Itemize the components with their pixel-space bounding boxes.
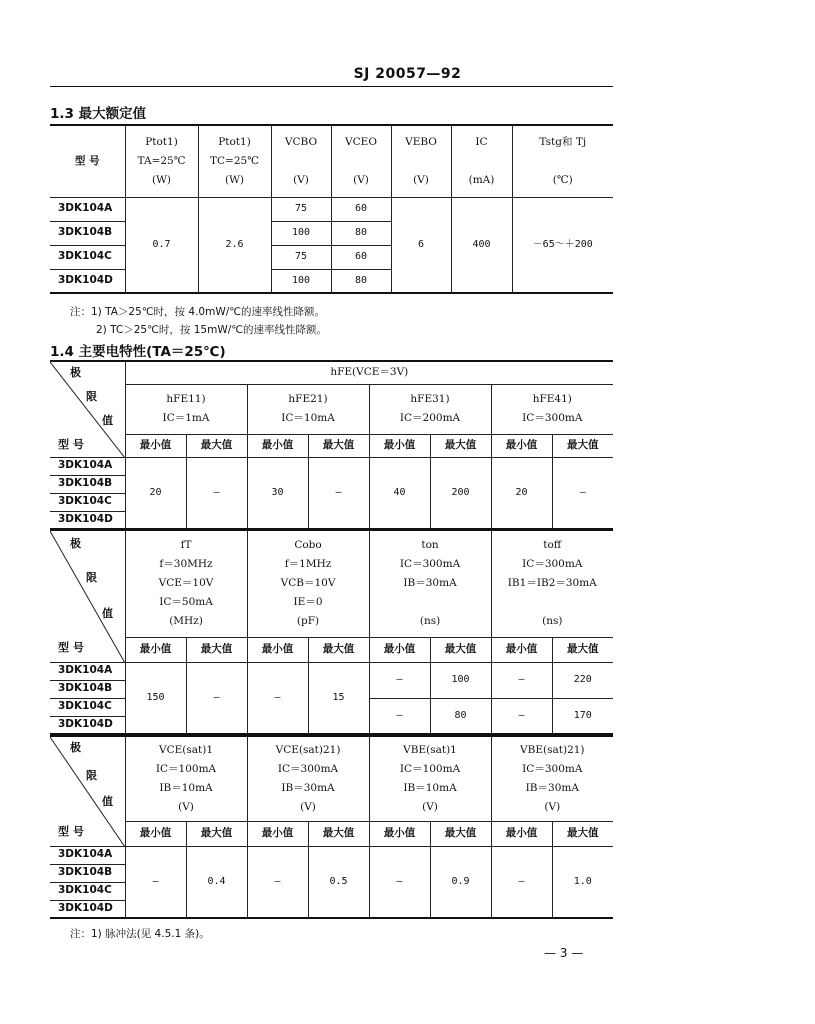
value-cell: 6 bbox=[391, 197, 451, 293]
note-1: 注：1) TA＞25℃时，按 4.0mW/℃的速率线性降额。 bbox=[70, 306, 326, 318]
value-cell: — bbox=[552, 457, 613, 529]
value-cell: 0.9 bbox=[430, 846, 491, 918]
min-header: 最小值 bbox=[125, 637, 186, 662]
saturation-table bbox=[50, 735, 613, 919]
value-cell: — bbox=[308, 457, 369, 529]
vbesat2-group: VBE(sat)21) IC＝300mA IB＝30mA (V) bbox=[491, 736, 613, 821]
model-cell: 3DK104A bbox=[50, 197, 125, 221]
value-cell: 0.7 bbox=[125, 197, 198, 293]
col-vebo: VEBO (V) bbox=[391, 125, 451, 197]
value-cell: 200 bbox=[430, 457, 491, 529]
pulse-note: 注：1) 脉冲法(见 4.5.1 条)。 bbox=[70, 928, 210, 940]
col-vceo: VCEO (V) bbox=[331, 125, 391, 197]
value-cell: — bbox=[369, 846, 430, 918]
value-cell: — bbox=[125, 846, 186, 918]
max-ratings-table bbox=[50, 124, 613, 294]
hfe-header: hFE(VCE＝3V) bbox=[125, 361, 613, 384]
model-cell: 3DK104B bbox=[50, 221, 125, 245]
max-header: 最大值 bbox=[186, 434, 247, 457]
value-cell: 80 bbox=[430, 698, 491, 734]
model-cell: 3DK104D bbox=[50, 716, 125, 734]
min-header: 最小值 bbox=[491, 637, 552, 662]
value-cell: — bbox=[186, 662, 247, 734]
min-header: 最小值 bbox=[125, 821, 186, 846]
vcesat1-group: VCE(sat)1 IC＝100mA IB＝10mA (V) bbox=[125, 736, 247, 821]
value-cell: 0.4 bbox=[186, 846, 247, 918]
value-cell: 100 bbox=[271, 221, 331, 245]
vcesat2-group: VCE(sat)21) IC＝300mA IB＝30mA (V) bbox=[247, 736, 369, 821]
min-header: 最小值 bbox=[247, 821, 308, 846]
hfe-table bbox=[50, 360, 613, 530]
model-cell: 3DK104C bbox=[50, 493, 125, 511]
model-cell: 3DK104C bbox=[50, 245, 125, 269]
value-cell: 15 bbox=[308, 662, 369, 734]
cobo-group: Cobo f＝1MHz VCB＝10V IE＝0 (pF) bbox=[247, 530, 369, 637]
model-cell: 3DK104C bbox=[50, 698, 125, 716]
header-rule bbox=[50, 86, 613, 87]
col-vcbo: VCBO (V) bbox=[271, 125, 331, 197]
model-cell: 3DK104A bbox=[50, 457, 125, 475]
model-cell: 3DK104D bbox=[50, 900, 125, 918]
model-cell: 3DK104D bbox=[50, 269, 125, 293]
max-header: 最大值 bbox=[552, 434, 613, 457]
max-header: 最大值 bbox=[186, 821, 247, 846]
diagonal-header: 极 限 值 型 号 bbox=[50, 361, 125, 457]
value-cell: 150 bbox=[125, 662, 186, 734]
toff-group: toff IC＝300mA IB1＝IB2＝30mA (ns) bbox=[491, 530, 613, 637]
value-cell: 80 bbox=[331, 221, 391, 245]
diagonal-header: 极 限 值 型 号 bbox=[50, 530, 125, 662]
min-header: 最小值 bbox=[125, 434, 186, 457]
value-cell: 75 bbox=[271, 245, 331, 269]
hfe-group: hFE11) IC＝1mA bbox=[125, 384, 247, 434]
value-cell: — bbox=[247, 846, 308, 918]
max-header: 最大值 bbox=[430, 637, 491, 662]
value-cell: 40 bbox=[369, 457, 430, 529]
value-cell: — bbox=[491, 698, 552, 734]
section-1-4-title: 1.4 主要电特性(TA＝25℃) bbox=[50, 344, 226, 360]
value-cell: — bbox=[369, 662, 430, 698]
note-2: 2) TC＞25℃时，按 15mW/℃的速率线性降额。 bbox=[96, 324, 328, 336]
max-header: 最大值 bbox=[430, 434, 491, 457]
switching-table bbox=[50, 529, 613, 735]
value-cell: 75 bbox=[271, 197, 331, 221]
max-header: 最大值 bbox=[552, 637, 613, 662]
ft-group: fT f＝30MHz VCE＝10V IC＝50mA (MHz) bbox=[125, 530, 247, 637]
max-header: 最大值 bbox=[186, 637, 247, 662]
value-cell: — bbox=[491, 846, 552, 918]
min-header: 最小值 bbox=[491, 821, 552, 846]
value-cell: 1.0 bbox=[552, 846, 613, 918]
ton-group: ton IC＝300mA IB＝30mA (ns) bbox=[369, 530, 491, 637]
value-cell: 80 bbox=[331, 269, 391, 293]
max-header: 最大值 bbox=[552, 821, 613, 846]
col-tstg: Tstg和 Tj (℃) bbox=[512, 125, 613, 197]
max-header: 最大值 bbox=[308, 821, 369, 846]
value-cell: 20 bbox=[125, 457, 186, 529]
model-cell: 3DK104B bbox=[50, 475, 125, 493]
value-cell: －65～＋200 bbox=[512, 197, 613, 293]
value-cell: 0.5 bbox=[308, 846, 369, 918]
min-header: 最小值 bbox=[369, 434, 430, 457]
value-cell: 220 bbox=[552, 662, 613, 698]
min-header: 最小值 bbox=[369, 821, 430, 846]
value-cell: — bbox=[491, 662, 552, 698]
value-cell: — bbox=[369, 698, 430, 734]
max-header: 最大值 bbox=[430, 821, 491, 846]
value-cell: 2.6 bbox=[198, 197, 271, 293]
col-model-header: 型 号 bbox=[50, 125, 125, 197]
max-header: 最大值 bbox=[308, 434, 369, 457]
col-ptot-a: Ptot1) TA=25℃ (W) bbox=[125, 125, 198, 197]
section-1-3-title: 1.3 最大额定值 bbox=[50, 106, 147, 122]
min-header: 最小值 bbox=[491, 434, 552, 457]
value-cell: 60 bbox=[331, 245, 391, 269]
model-cell: 3DK104D bbox=[50, 511, 125, 529]
value-cell: 20 bbox=[491, 457, 552, 529]
col-ic: IC (mA) bbox=[451, 125, 512, 197]
value-cell: 100 bbox=[271, 269, 331, 293]
min-header: 最小值 bbox=[247, 434, 308, 457]
min-header: 最小值 bbox=[247, 637, 308, 662]
value-cell: 30 bbox=[247, 457, 308, 529]
value-cell: 60 bbox=[331, 197, 391, 221]
model-cell: 3DK104B bbox=[50, 864, 125, 882]
standard-number: SJ 20057—92 bbox=[353, 66, 462, 82]
vbesat1-group: VBE(sat)1 IC＝100mA IB＝10mA (V) bbox=[369, 736, 491, 821]
value-cell: 170 bbox=[552, 698, 613, 734]
model-cell: 3DK104B bbox=[50, 680, 125, 698]
hfe-group: hFE31) IC＝200mA bbox=[369, 384, 491, 434]
value-cell: 100 bbox=[430, 662, 491, 698]
hfe-group: hFE21) IC＝10mA bbox=[247, 384, 369, 434]
diagonal-header: 极 限 值 型 号 bbox=[50, 736, 125, 846]
value-cell: 400 bbox=[451, 197, 512, 293]
min-header: 最小值 bbox=[369, 637, 430, 662]
col-ptot-c: Ptot1) TC=25℃ (W) bbox=[198, 125, 271, 197]
hfe-group: hFE41) IC＝300mA bbox=[491, 384, 613, 434]
value-cell: — bbox=[186, 457, 247, 529]
value-cell: — bbox=[247, 662, 308, 734]
page-number: — 3 — bbox=[544, 946, 584, 960]
model-cell: 3DK104A bbox=[50, 662, 125, 680]
model-cell: 3DK104C bbox=[50, 882, 125, 900]
max-header: 最大值 bbox=[308, 637, 369, 662]
model-cell: 3DK104A bbox=[50, 846, 125, 864]
